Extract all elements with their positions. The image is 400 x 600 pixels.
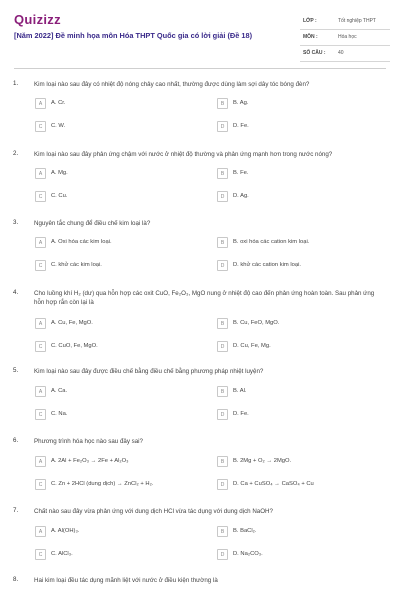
option-text: D. Fe. [233,411,249,417]
option-letter-box: A [35,526,46,537]
option-text: B. 2Mg + O₂ → 2MgO. [233,458,292,464]
question-number: 6. [13,437,19,444]
question-text: Phương trình hóa học nào sau đây sai? [34,438,143,445]
option-letter-box: A [35,318,46,329]
option-text: C. Zn + 2HCl (dung dịch) → ZnCl₂ + H₂. [51,481,154,487]
option-letter-box: D [217,121,228,132]
question-number: 2. [13,150,19,157]
question-text: Kim loại nào sau đây được điều chế bằng điều chế bằng phương pháp nhiệt luyện? [34,368,264,375]
option-letter-box: B [217,526,228,537]
question-text: Kim loại nào sau đây có nhiệt độ nóng chảy cao nhất, thường được dùng làm sợi dây tóc bóng đèn? [34,81,310,88]
option-letter-box: D [217,409,228,420]
meta-key: MÔN : [303,34,318,40]
question-text: Cho luồng khí H₂ (dư) qua hỗn hợp các oxit CuO, Fe₂O₃, MgO nung ở nhiệt độ cao đến phản ứng hoàn toàn. Sau phản ứng hỗn hợp rắn còn lại là [34,290,375,306]
option-text: B. Fe. [233,170,249,176]
question-text: Nguyên tắc chung để điều chế kim loại là? [34,220,151,227]
option-text: D. Fe. [233,123,249,129]
question-number: 3. [13,219,19,226]
option-letter-box: A [35,237,46,248]
option-text: C. khử các kim loại. [51,262,102,268]
meta-row-class [300,14,390,30]
option-letter-box: A [35,98,46,109]
option-text: C. Cu. [51,193,68,199]
option-text: A. Al(OH)₃. [51,528,80,534]
meta-row-subject [300,30,390,46]
question-text: Chất nào sau đây vừa phản ứng với dung dịch HCl vừa tác dụng với dung dịch NaOH? [34,508,273,515]
quizizz-logo: Quizizz [14,12,61,27]
option-text: C. CuO, Fe, MgO. [51,343,98,349]
option-text: D. Na₂CO₃. [233,551,263,557]
option-letter-box: A [35,456,46,467]
question-number: 7. [13,507,19,514]
option-text: D. Ag. [233,193,249,199]
question-text: Hai kim loại đều tác dụng mãnh liệt với nước ở điều kiện thường là [34,577,218,584]
option-text: D. khử các cation kim loại. [233,262,301,268]
meta-key: LỚP : [303,18,317,24]
option-letter-box: C [35,191,46,202]
worksheet-header [0,0,400,64]
meta-value: Hóa học [338,34,357,40]
option-text: B. Al. [233,388,247,394]
question-text: Kim loại nào sau đây phản ứng chậm với nước ở nhiệt độ thường và phản ứng mạnh hơn trong nước nóng? [34,151,333,158]
option-letter-box: C [35,260,46,271]
worksheet-meta [300,14,390,62]
worksheet-title: [Năm 2022] Đề minh họa môn Hóa THPT Quốc gia có lời giải (Đề 18) [14,31,253,40]
header-divider [14,68,386,69]
option-text: D. Cu, Fe, Mg. [233,343,271,349]
meta-key: SỐ CÂU : [303,50,326,56]
option-letter-box: C [35,479,46,490]
option-letter-box: B [217,386,228,397]
option-text: A. Mg. [51,170,68,176]
option-text: A. Oxi hóa các kim loại. [51,239,112,245]
option-letter-box: B [217,456,228,467]
question-number: 5. [13,367,19,374]
option-letter-box: D [217,341,228,352]
option-letter-box: B [217,168,228,179]
option-letter-box: A [35,386,46,397]
option-text: A. Ca. [51,388,68,394]
option-letter-box: B [217,98,228,109]
option-letter-box: A [35,168,46,179]
option-letter-box: C [35,121,46,132]
option-letter-box: C [35,409,46,420]
meta-value: Tốt nghiệp THPT [338,18,376,24]
option-text: A. Cr. [51,100,66,106]
option-text: C. Na. [51,411,68,417]
option-letter-box: D [217,191,228,202]
option-text: A. 2Al + Fe₂O₃ → 2Fe + Al₂O₃ [51,458,129,464]
option-letter-box: D [217,260,228,271]
question-number: 8. [13,576,19,583]
option-letter-box: C [35,341,46,352]
option-text: A. Cu, Fe, MgO. [51,320,93,326]
question-number: 1. [13,80,19,87]
meta-value: 40 [338,50,344,56]
option-text: B. oxi hóa các cation kim loại. [233,239,310,245]
meta-row-count [300,46,390,62]
option-letter-box: D [217,549,228,560]
option-text: D. Ca + CuSO₄ → CaSO₄ + Cu [233,481,314,487]
option-text: B. Cu, FeO, MgO. [233,320,280,326]
option-letter-box: D [217,479,228,490]
option-text: B. BaCl₂. [233,528,257,534]
option-letter-box: B [217,237,228,248]
option-text: C. W. [51,123,66,129]
option-text: B. Ag. [233,100,249,106]
option-letter-box: B [217,318,228,329]
question-number: 4. [13,289,19,296]
option-letter-box: C [35,549,46,560]
option-text: C. AlCl₃. [51,551,73,557]
